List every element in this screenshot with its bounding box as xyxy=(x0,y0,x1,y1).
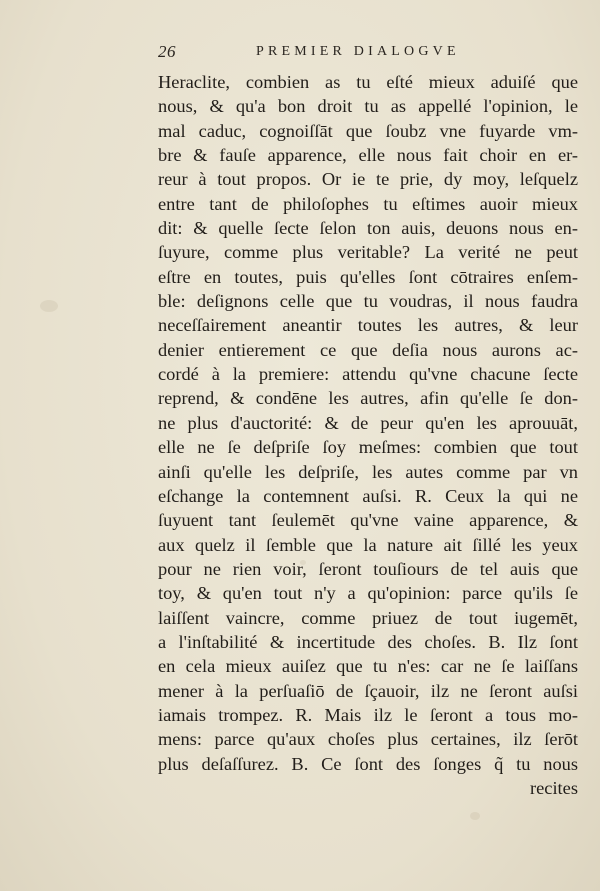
text-line: eſtre en toutes, puis qu'elles ſont cōtraires enſem- xyxy=(158,266,578,287)
text-line: Heraclite, combien as tu eſté mieux aduiſé que xyxy=(158,72,578,92)
text-line: reprend, & condēne les autres, afin qu'elle ſe don- xyxy=(158,388,578,409)
text-line: denier entierement ce que deſia nous aurons ac- xyxy=(158,339,578,360)
body-text xyxy=(158,70,578,800)
text-line: entre tant de philoſophes tu eſtimes auoir mieux xyxy=(158,193,578,214)
text-line: ne plus d'auctorité: & de peur qu'en les aprouuāt, xyxy=(158,412,578,433)
text-line: nous, & qu'a bon droit tu as appellé l'opinion, le xyxy=(158,96,578,117)
text-line: cordé à la premiere: attendu qu'vne chacune ſecte xyxy=(158,364,578,385)
text-line: ſuyure, comme plus veritable? La verité ne peut xyxy=(158,242,578,263)
text-line: en cela mieux auiſez que tu n'es: car ne ſe laiſſans xyxy=(158,656,578,677)
text-line: ſuyuent tant ſeulemēt qu'vne vaine apparence, & xyxy=(158,510,578,531)
text-line: laiſſent vaincre, comme priuez de tout iugemēt, xyxy=(158,607,578,628)
text-line: neceſſairement aneantir toutes les autres, & leur xyxy=(158,315,578,336)
text-line: dit: & quelle ſecte ſelon ton auis, deuons nous en- xyxy=(158,218,578,239)
text-line: mal caduc, cognoiſſāt que ſoubz vne fuyarde vm- xyxy=(158,120,578,141)
text-line: mener à la perſuaſiō de ſçauoir, ilz ne ſeront auſsi xyxy=(158,680,578,701)
text-line: plus deſaſſurez. B. Ce ſont des ſonges q̃ tu nous xyxy=(158,753,578,774)
text-line: eſchange la contemnent auſsi. R. Ceux la qui ne xyxy=(158,485,578,506)
text-line: mens: parce qu'aux choſes plus certaines, ilz ſerōt xyxy=(158,729,578,750)
text-line: aux quelz il ſemble que la nature ait ſillé les yeux xyxy=(158,534,578,555)
text-line: bre & fauſe apparence, elle nous fait choir en er- xyxy=(158,145,578,166)
running-title: PREMIER DIALOGVE xyxy=(256,44,460,59)
text-line: toy, & qu'en tout n'y a qu'opinion: parce qu'ils ſe xyxy=(158,583,578,604)
catchword: recites xyxy=(530,777,578,798)
text-line: ble: deſignons celle que tu voudras, il nous faudra xyxy=(158,291,578,312)
page-number: 26 xyxy=(158,42,176,61)
text-line: ainſi qu'elle les deſpriſe, les autes comme par vn xyxy=(158,461,578,482)
text-line: reur à tout propos. Or ie te prie, dy moy, leſquelz xyxy=(158,169,578,190)
paper-foxing-spot xyxy=(40,300,58,312)
page-header xyxy=(158,42,578,64)
text-line: a l'inſtabilité & incertitude des choſes. B. Ilz ſont xyxy=(158,631,578,652)
text-line: iamais trompez. R. Mais ilz le ſeront a tous mo- xyxy=(158,704,578,725)
text-line: pour ne rien voir, ſeront touſiours de tel auis que xyxy=(158,558,578,579)
text-line: elle ne ſe deſpriſe ſoy meſmes: combien que tout xyxy=(158,437,578,458)
paper-foxing-spot xyxy=(470,812,480,820)
